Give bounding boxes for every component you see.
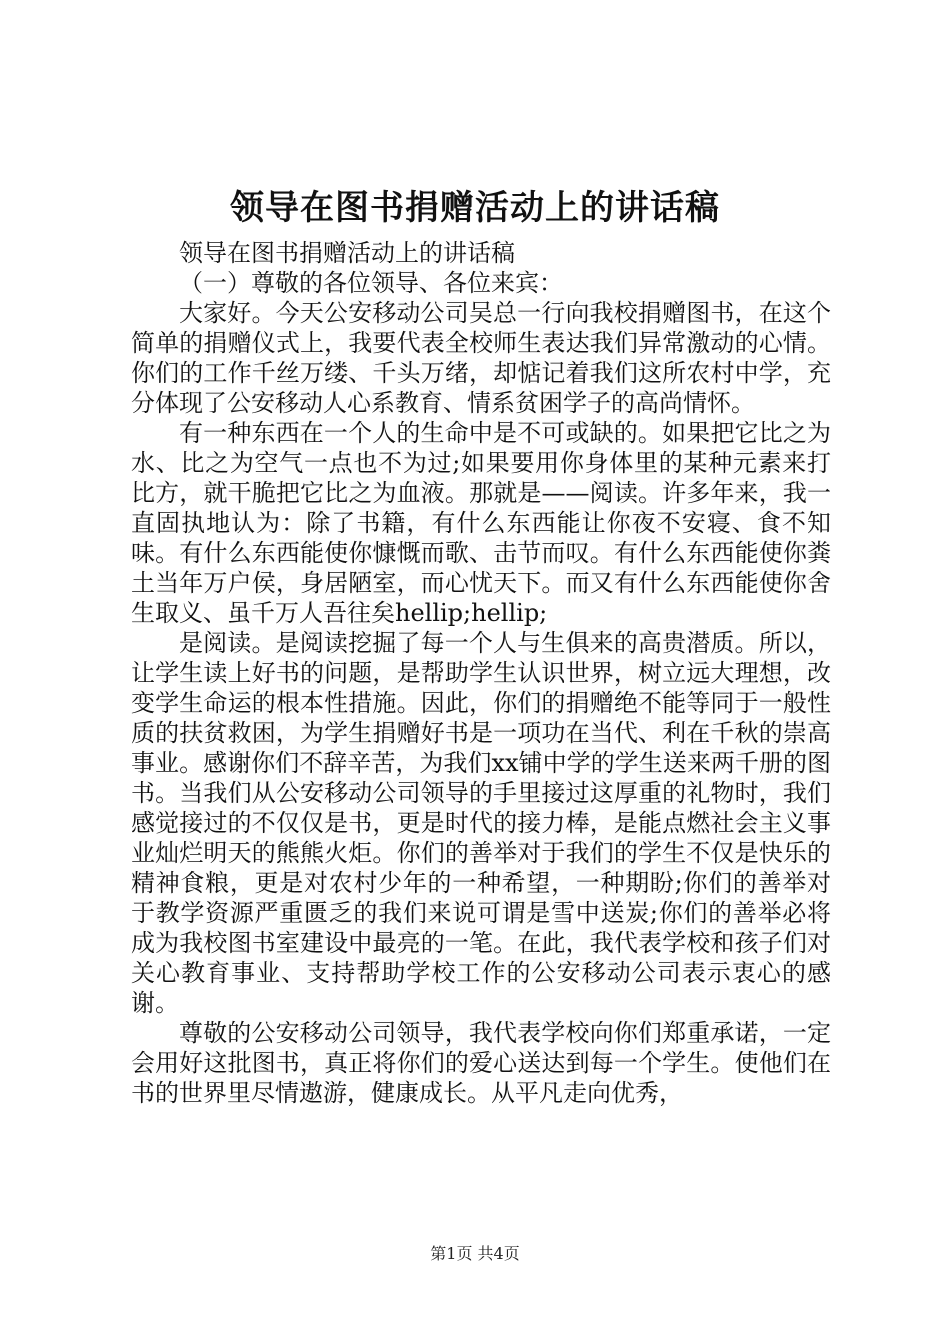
body-paragraph: 大家好。今天公安移动公司吴总一行向我校捐赠图书，在这个简单的捐赠仪式上，我要代表全校师生表达我们异常激动的心情。你们的工作千丝万缕、千头万绪，却惦记着我们这所农村中学，充分体现了公安移动人心系教育、情系贫困学子的高尚情怀。: [131, 299, 831, 417]
body-paragraph: 有一种东西在一个人的生命中是不可或缺的。如果把它比之为水、比之为空气一点也不为过;如果要用你身体里的某种元素来打比方，就干脆把它比之为血液。那就是——阅读。许多年来，我一直固执地认为：除了书籍，有什么东西能让你夜不安寝、食不知味。有什么东西能使你慷慨而歌、击节而叹。有什么东西能使你粪土当年万户侯，身居陋室，而心忧天下。而又有什么东西能使你舍生取义、虽千万人吾往矣hellip;hellip;: [131, 419, 831, 627]
document-title: 领导在图书捐赠活动上的讲话稿: [230, 188, 720, 228]
page-number-footer: 第1页 共4页: [430, 1244, 520, 1263]
body-paragraph: 是阅读。是阅读挖掘了每一个人与生俱来的高贵潜质。所以，让学生读上好书的问题，是帮助学生认识世界，树立远大理想，改变学生命运的根本性措施。因此，你们的捐赠绝不能等同于一般性质的扶贫救困，为学生捐赠好书是一项功在当代、利在千秋的崇高事业。感谢你们不辞辛苦，为我们xx铺中学的学生送来两千册的图书。当我们从公安移动公司领导的手里接过这厚重的礼物时，我们感觉接过的不仅仅是书，更是时代的接力棒，是能点燃社会主义事业灿烂明天的熊熊火炬。你们的善举对于我们的学生不仅是快乐的精神食粮，更是对农村少年的一种希望，一种期盼;你们的善举对于教学资源严重匮乏的我们来说可谓是雪中送炭;你们的善举必将成为我校图书室建设中最亮的一笔。在此，我代表学校和孩子们对关心教育事业、支持帮助学校工作的公安移动公司表示衷心的感谢。: [131, 629, 831, 1017]
subtitle-paragraph: 领导在图书捐赠活动上的讲话稿: [179, 239, 515, 267]
document-body: [131, 238, 831, 1108]
salutation-paragraph: （一）尊敬的各位领导、各位来宾：: [179, 269, 563, 297]
body-paragraph: 尊敬的公安移动公司领导，我代表学校向你们郑重承诺，一定会用好这批图书，真正将你们的爱心送达到每一个学生。使他们在书的世界里尽情遨游，健康成长。从平凡走向优秀，: [131, 1019, 831, 1107]
